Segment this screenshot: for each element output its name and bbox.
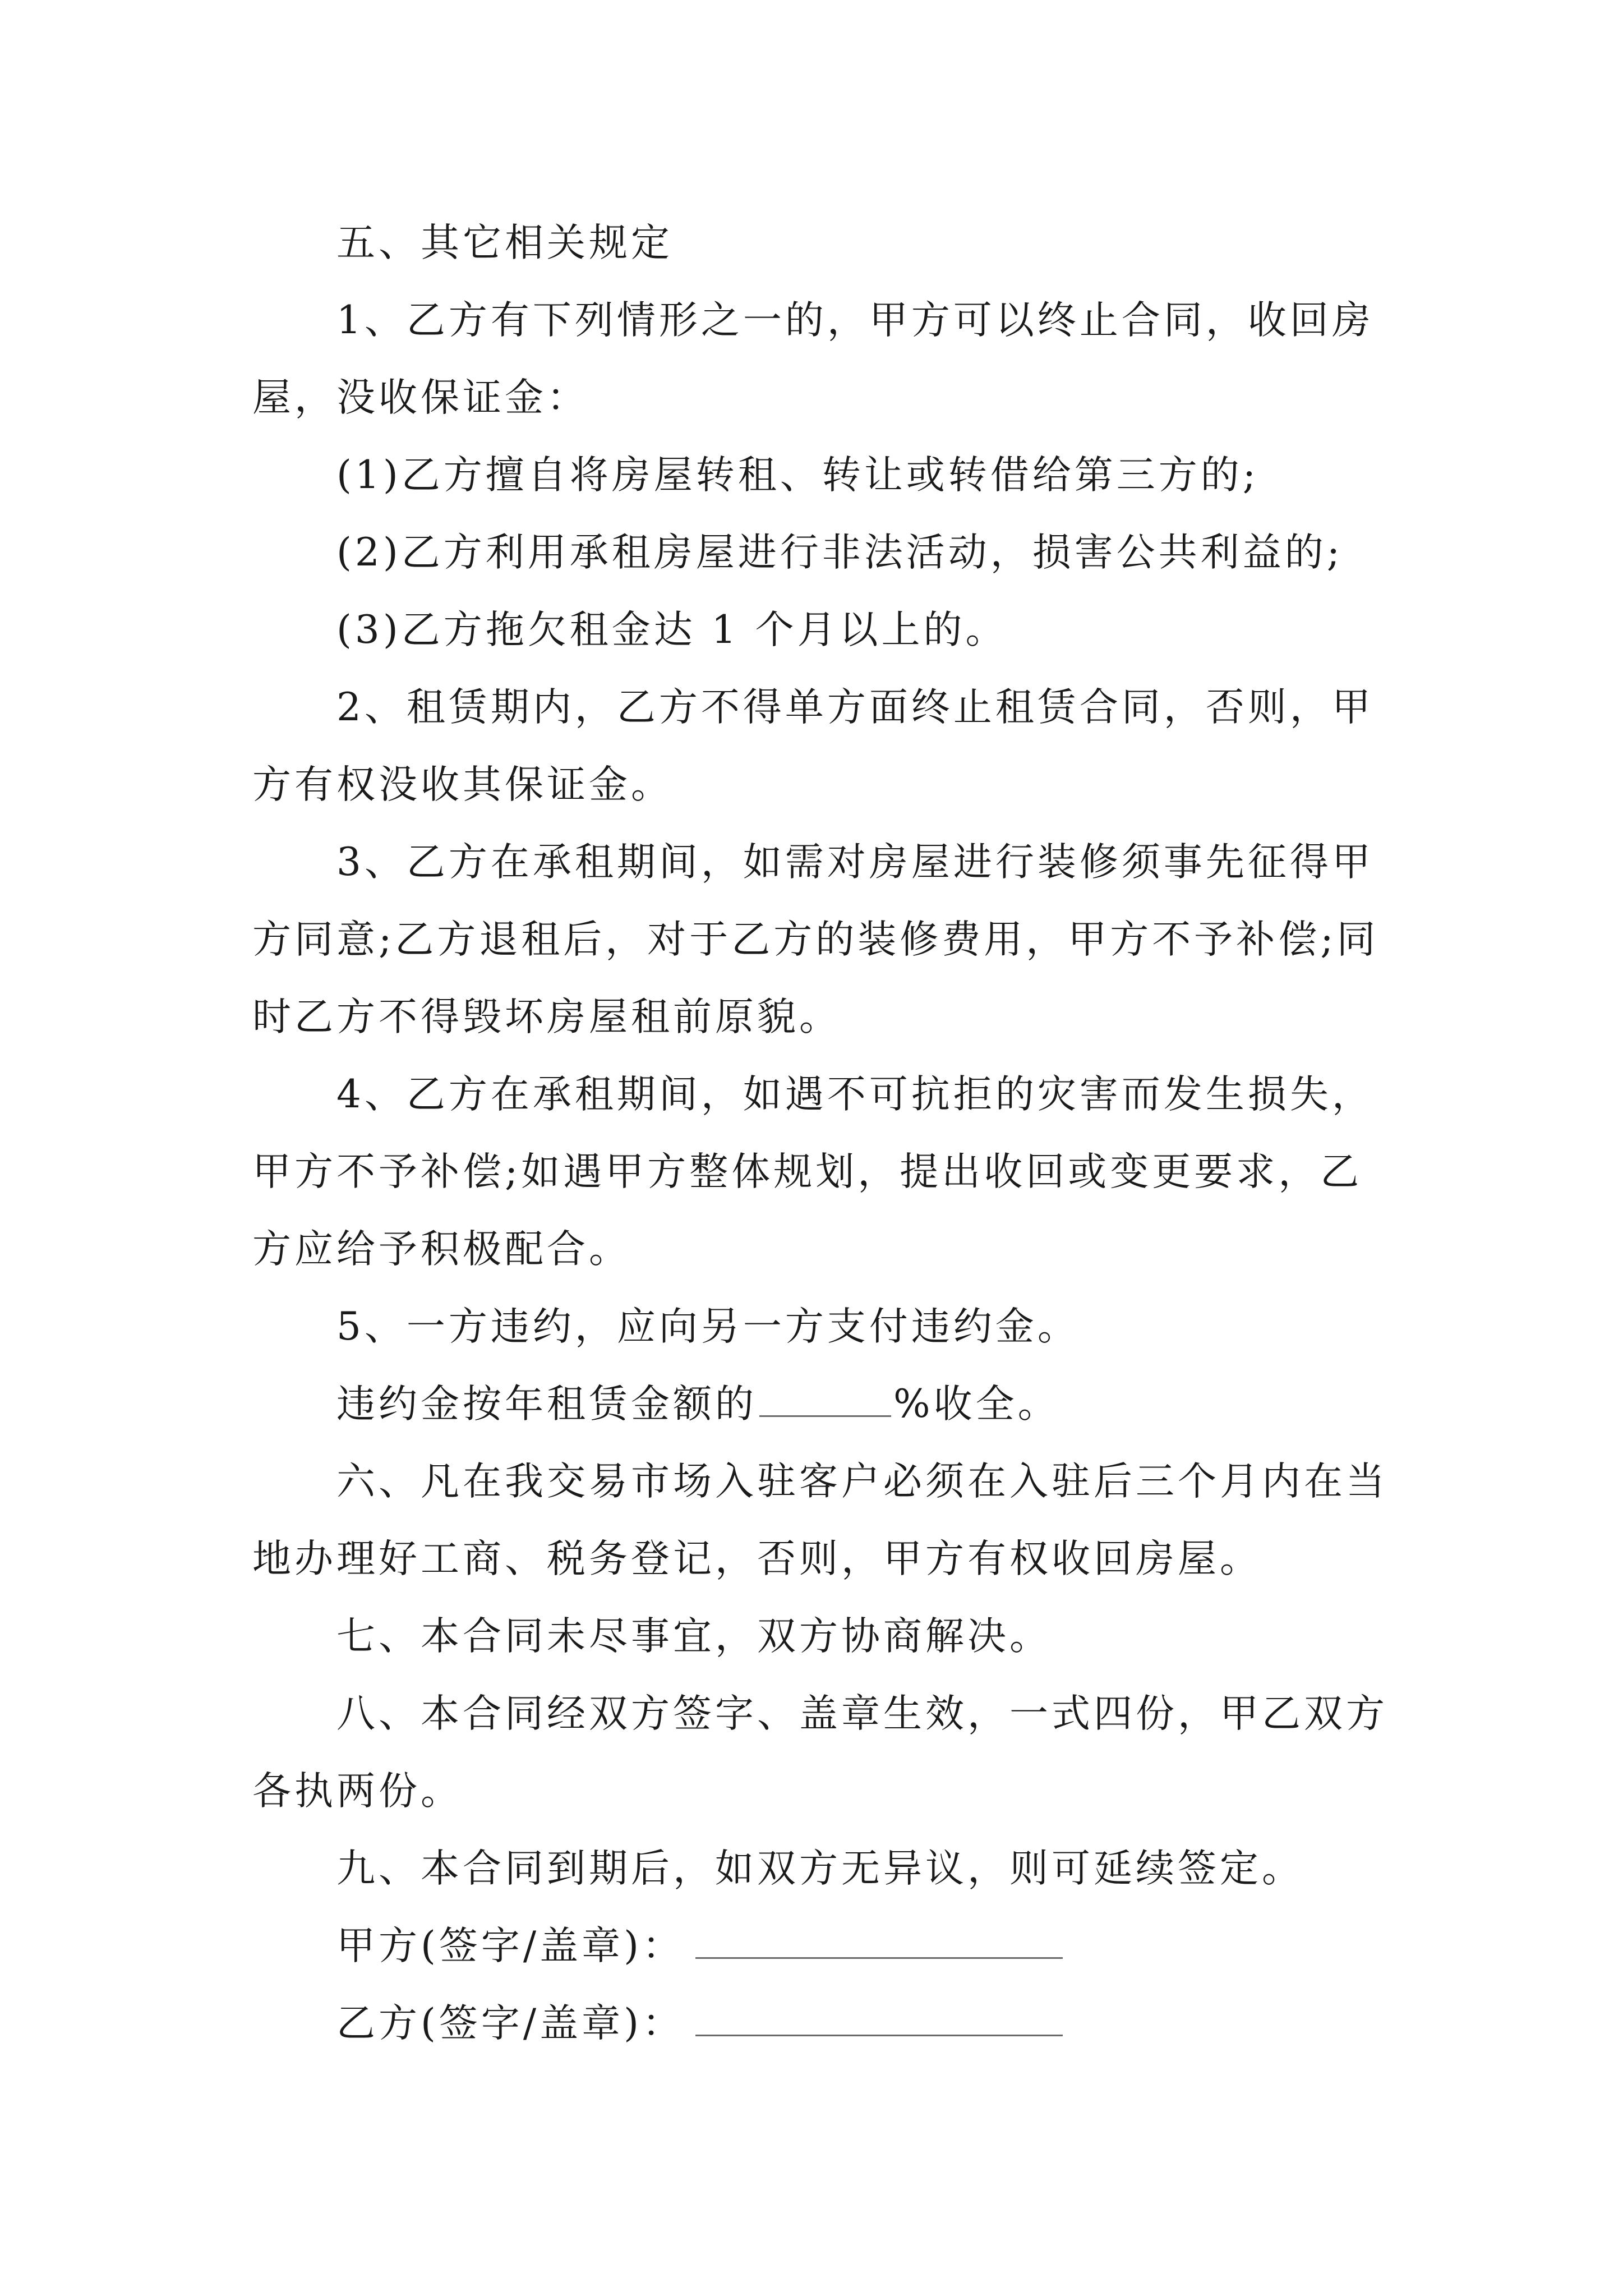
penalty-percent-blank[interactable] xyxy=(759,1415,891,1417)
section-eight: 八、本合同经双方签字、盖章生效，一式四份，甲乙双方各执两份。 xyxy=(252,1691,1388,1814)
clause-1: 1、乙方有下列情形之一的，甲方可以终止合同，收回房屋，没收保证金： xyxy=(252,298,1374,420)
section-six: 六、凡在我交易市场入驻客户必须在入驻后三个月内在当地办理好工商、税务登记，否则，甲方有权收回房屋。 xyxy=(252,1459,1388,1581)
penalty-prefix: 违约金按年租赁金额的 xyxy=(336,1382,757,1427)
clause-3: 3、乙方在承租期间，如需对房屋进行装修须事先征得甲方同意;乙方退租后，对于乙方的装修费用，甲方不予补偿;同时乙方不得毁坏房屋租前原貌。 xyxy=(252,840,1379,1039)
clause-5: 5、一方违约，应向另一方支付违约金。 xyxy=(336,1304,1080,1349)
section-seven: 七、本合同未尽事宜，双方协商解决。 xyxy=(336,1614,1052,1659)
penalty-line xyxy=(252,1365,1396,1443)
party-a-signature-blank[interactable] xyxy=(695,1957,1063,1959)
section-nine: 九、本合同到期后，如双方无异议，则可延续签定。 xyxy=(336,1846,1304,1891)
party-b-label: 乙方(签字/盖章)： xyxy=(336,2001,685,2046)
clause-1-item-2: (2)乙方利用承租房屋进行非法活动，损害公共利益的; xyxy=(336,530,1343,575)
penalty-suffix: %收全。 xyxy=(893,1382,1060,1427)
party-a-label: 甲方(签字/盖章)： xyxy=(336,1924,685,1968)
party-b-signature-blank[interactable] xyxy=(695,2034,1063,2036)
clause-1-item-3: (3)乙方拖欠租金达 1 个月以上的。 xyxy=(336,608,1008,652)
party-b-signature-line xyxy=(252,1985,1396,2062)
section-five-heading: 五、其它相关规定 xyxy=(336,220,673,265)
clause-1-item-1: (1)乙方擅自将房屋转租、转让或转借给第三方的; xyxy=(336,453,1259,498)
party-a-signature-line xyxy=(252,1907,1396,1985)
clause-2: 2、租赁期内，乙方不得单方面终止租赁合同，否则，甲方有权没收其保证金。 xyxy=(252,685,1374,807)
clause-4: 4、乙方在承租期间，如遇不可抗拒的灾害而发生损失，甲方不予补偿;如遇甲方整体规划，提出收回或变更要求，乙方应给予积极配合。 xyxy=(252,1072,1374,1272)
